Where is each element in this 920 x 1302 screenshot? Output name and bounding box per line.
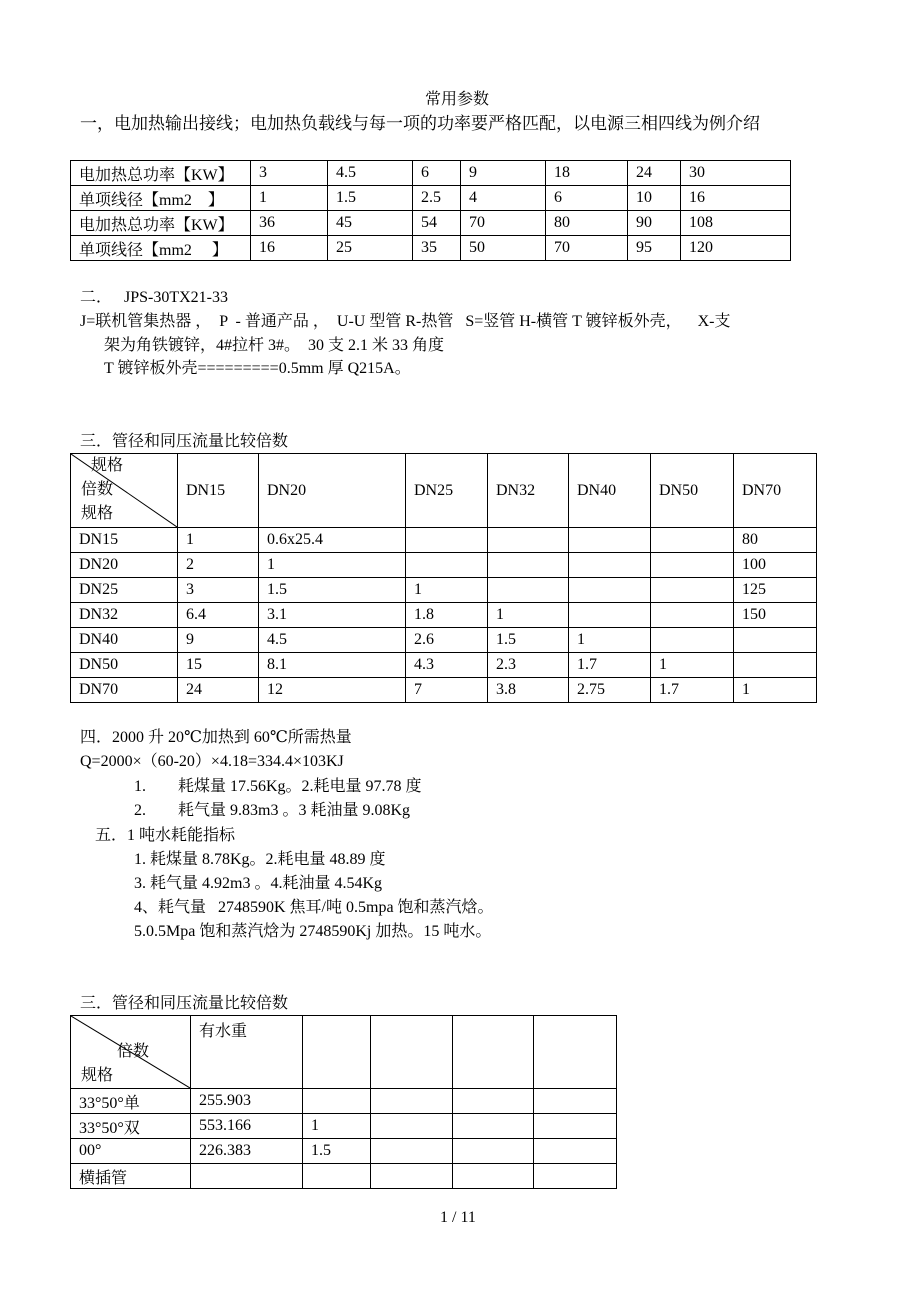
column-header: DN15 xyxy=(178,454,259,528)
corner-label: 规格 xyxy=(91,457,124,474)
table-cell: 108 xyxy=(681,211,791,236)
table-cell: 80 xyxy=(734,528,817,553)
table-row xyxy=(71,578,817,603)
table-cell: 25 xyxy=(328,236,413,261)
table-cell: 1 xyxy=(178,528,259,553)
table-cell: 1 xyxy=(734,678,817,703)
table-cell: 4 xyxy=(461,186,546,211)
table-cell: 80 xyxy=(546,211,628,236)
table-cell xyxy=(651,553,734,578)
table-cell: 电加热总功率【KW】 xyxy=(71,211,251,236)
table-row xyxy=(71,653,817,678)
table-row xyxy=(71,161,791,186)
column-header: DN25 xyxy=(406,454,488,528)
table-cell: 70 xyxy=(546,236,628,261)
table-cell: 15 xyxy=(178,653,259,678)
section2-line: T 镀锌板外壳=========0.5mm 厚 Q215A。 xyxy=(104,360,411,377)
table-cell xyxy=(734,653,817,678)
formula: Q=2000×（60-20）×4.18=334.4×103KJ xyxy=(80,753,344,770)
table-cell: 4.5 xyxy=(328,161,413,186)
list-item: 1. 耗煤量 8.78Kg。2.耗电量 48.89 度 xyxy=(134,851,386,868)
table-cell: 电加热总功率【KW】 xyxy=(71,161,251,186)
table-row xyxy=(71,678,817,703)
table-cell xyxy=(406,553,488,578)
table-cell: 2.3 xyxy=(488,653,569,678)
column-header: DN70 xyxy=(734,454,817,528)
corner-header-cell xyxy=(71,1016,191,1089)
section4-heading: 四．2000 升 20℃加热到 60℃所需热量 xyxy=(80,729,352,746)
pipe-flow-table xyxy=(70,453,817,703)
table-cell xyxy=(534,1114,617,1139)
table-row xyxy=(71,186,791,211)
page-title: 常用参数 xyxy=(425,91,490,108)
table-cell: 4.3 xyxy=(406,653,488,678)
table-cell xyxy=(453,1164,534,1189)
table-cell: 95 xyxy=(628,236,681,261)
table-cell xyxy=(406,528,488,553)
table-cell: 33°50°双 xyxy=(71,1114,191,1139)
table-cell: 24 xyxy=(178,678,259,703)
section2-line: 架为角铁镀锌，4#拉杆 3#。 30 支 2.1 米 33 角度 xyxy=(104,337,445,354)
table-cell: 45 xyxy=(328,211,413,236)
corner-label: 倍数 xyxy=(117,1043,150,1060)
table-cell: 1.5 xyxy=(259,578,406,603)
table-row xyxy=(71,236,791,261)
table-cell: 90 xyxy=(628,211,681,236)
table-cell xyxy=(191,1164,303,1189)
table-cell: 7 xyxy=(406,678,488,703)
table-cell xyxy=(371,1164,453,1189)
table-cell: 2.6 xyxy=(406,628,488,653)
table-row xyxy=(71,528,817,553)
table-cell: 9 xyxy=(461,161,546,186)
column-header: DN40 xyxy=(569,454,651,528)
table-cell: 1.7 xyxy=(651,678,734,703)
table-cell xyxy=(651,578,734,603)
table-cell xyxy=(488,578,569,603)
corner-label: 规格 xyxy=(81,1067,114,1084)
corner-header-cell xyxy=(71,454,178,528)
column-header xyxy=(453,1016,534,1089)
table-row xyxy=(71,628,817,653)
table-cell: 2 xyxy=(178,553,259,578)
table-cell xyxy=(453,1089,534,1114)
table-row xyxy=(71,1164,617,1189)
column-header: DN20 xyxy=(259,454,406,528)
table-cell: 70 xyxy=(461,211,546,236)
table-cell: 6 xyxy=(546,186,628,211)
table-cell: 1 xyxy=(569,628,651,653)
table-cell: 12 xyxy=(259,678,406,703)
table-cell: 36 xyxy=(251,211,328,236)
table-cell: 1.8 xyxy=(406,603,488,628)
table-cell: DN15 xyxy=(71,528,178,553)
table-cell: 1 xyxy=(259,553,406,578)
table-cell: 3 xyxy=(251,161,328,186)
table-cell: DN32 xyxy=(71,603,178,628)
table-cell xyxy=(569,553,651,578)
table-cell xyxy=(651,603,734,628)
table-cell: DN20 xyxy=(71,553,178,578)
table-cell: 255.903 xyxy=(191,1089,303,1114)
table-cell: 120 xyxy=(681,236,791,261)
table-cell: 16 xyxy=(251,236,328,261)
table-cell xyxy=(371,1139,453,1164)
table-cell: 150 xyxy=(734,603,817,628)
table-row xyxy=(71,1089,617,1114)
table-cell xyxy=(569,603,651,628)
table-cell: DN50 xyxy=(71,653,178,678)
column-header: DN32 xyxy=(488,454,569,528)
column-header: 有水重 xyxy=(191,1016,303,1089)
table-cell: 2.5 xyxy=(413,186,461,211)
column-header xyxy=(303,1016,371,1089)
table-cell xyxy=(303,1089,371,1114)
table-cell: 50 xyxy=(461,236,546,261)
table-cell: 30 xyxy=(681,161,791,186)
section2-line: J=联机管集热器 ， P - 普通产品 ， U-U 型管 R-热管 S=竖管 H-横管 T 镀锌板外壳， X-支 xyxy=(80,313,731,330)
page-number: 1 / 11 xyxy=(440,1209,476,1226)
section2-heading: 二． JPS-30TX21-33 xyxy=(80,289,229,306)
table-cell: 8.1 xyxy=(259,653,406,678)
table-cell: 横插管 xyxy=(71,1164,191,1189)
table-cell: 单项线径【mm2 】 xyxy=(71,186,251,211)
table-cell: 1 xyxy=(406,578,488,603)
table-cell: DN40 xyxy=(71,628,178,653)
table-cell: 1 xyxy=(303,1114,371,1139)
table-cell xyxy=(569,528,651,553)
table-cell: 1.5 xyxy=(303,1139,371,1164)
table-cell: 35 xyxy=(413,236,461,261)
table-cell: 553.166 xyxy=(191,1114,303,1139)
table-cell: 1.7 xyxy=(569,653,651,678)
table-cell xyxy=(534,1089,617,1114)
table-row xyxy=(71,553,817,578)
table-cell: 1 xyxy=(651,653,734,678)
table-cell: 1 xyxy=(488,603,569,628)
power-wire-table xyxy=(70,160,791,261)
list-item: 4、耗气量 2748590K 焦耳/吨 0.5mpa 饱和蒸汽焓。 xyxy=(134,899,494,916)
table-cell xyxy=(488,528,569,553)
table-cell xyxy=(371,1114,453,1139)
table-cell xyxy=(534,1139,617,1164)
table-cell: 16 xyxy=(681,186,791,211)
column-header xyxy=(534,1016,617,1089)
section6-heading: 三．管径和同压流量比较倍数 xyxy=(80,995,289,1012)
table-row xyxy=(71,603,817,628)
list-item: 2. 耗气量 9.83m3 。3 耗油量 9.08Kg xyxy=(134,802,411,819)
table-cell xyxy=(488,553,569,578)
table-cell: 3 xyxy=(178,578,259,603)
list-item: 5.0.5Mpa 饱和蒸汽焓为 2748590Kj 加热。15 吨水。 xyxy=(134,923,492,940)
table-cell xyxy=(453,1139,534,1164)
table-cell xyxy=(303,1164,371,1189)
table-cell: 33°50°单 xyxy=(71,1089,191,1114)
table-cell: 125 xyxy=(734,578,817,603)
table-row xyxy=(71,211,791,236)
section5-heading: 五．1 吨水耗能指标 xyxy=(95,827,236,844)
table-cell: 9 xyxy=(178,628,259,653)
corner-label: 倍数 xyxy=(81,481,114,498)
table-cell: 54 xyxy=(413,211,461,236)
table-cell: DN70 xyxy=(71,678,178,703)
weight-table xyxy=(70,1015,617,1189)
table-cell: 6.4 xyxy=(178,603,259,628)
table-cell: 1 xyxy=(251,186,328,211)
table-cell: 4.5 xyxy=(259,628,406,653)
section1-heading: 一，电加热输出接线；电加热负载线与每一项的功率要严格匹配，以电源三相四线为例介绍 xyxy=(80,114,760,133)
table-cell: 1.5 xyxy=(488,628,569,653)
table-cell xyxy=(734,628,817,653)
table-cell xyxy=(534,1164,617,1189)
table-cell: 3.8 xyxy=(488,678,569,703)
table-cell xyxy=(453,1114,534,1139)
corner-label: 规格 xyxy=(81,505,114,522)
column-header xyxy=(371,1016,453,1089)
column-header: DN50 xyxy=(651,454,734,528)
table-cell: 1.5 xyxy=(328,186,413,211)
section3-heading: 三．管径和同压流量比较倍数 xyxy=(80,433,289,450)
table-cell: 00° xyxy=(71,1139,191,1164)
list-item: 1. 耗煤量 17.56Kg。2.耗电量 97.78 度 xyxy=(134,778,422,795)
table-cell: 100 xyxy=(734,553,817,578)
table-row xyxy=(71,1114,617,1139)
table-cell: 0.6x25.4 xyxy=(259,528,406,553)
table-cell xyxy=(651,628,734,653)
table-cell: 2.75 xyxy=(569,678,651,703)
table-cell: 单项线径【mm2 】 xyxy=(71,236,251,261)
table-cell: 3.1 xyxy=(259,603,406,628)
table-cell xyxy=(651,528,734,553)
table-cell: 6 xyxy=(413,161,461,186)
table-cell: DN25 xyxy=(71,578,178,603)
table-cell: 226.383 xyxy=(191,1139,303,1164)
table-cell: 24 xyxy=(628,161,681,186)
table-cell xyxy=(371,1089,453,1114)
table-cell: 10 xyxy=(628,186,681,211)
table-cell: 18 xyxy=(546,161,628,186)
table-cell xyxy=(569,578,651,603)
table-row xyxy=(71,1139,617,1164)
list-item: 3. 耗气量 4.92m3 。4.耗油量 4.54Kg xyxy=(134,875,383,892)
